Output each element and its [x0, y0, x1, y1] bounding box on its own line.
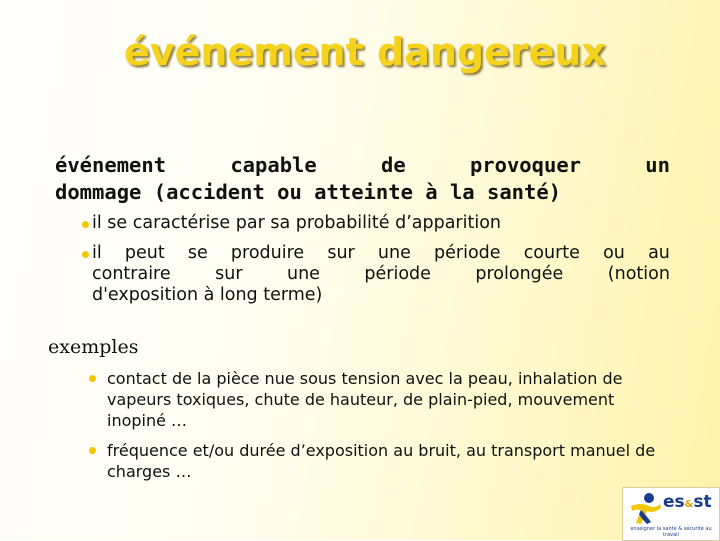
- bullet-dot-icon: [82, 221, 89, 228]
- bullet-word: période: [364, 264, 431, 284]
- example-item: [107, 368, 667, 431]
- bullet-word: peut: [124, 243, 165, 263]
- logo-wordmark-part: st: [693, 492, 712, 512]
- definition-word: de: [381, 153, 406, 177]
- definition: [55, 152, 670, 206]
- example-text: contact de la pièce nue sous tension avec la peau, inhalation de vapeurs toxiques, chute de hauteur, de plain-pied, mouvement inopiné …: [107, 369, 623, 430]
- definition-word: provoquer: [469, 153, 582, 177]
- definition-word: capable: [230, 153, 317, 177]
- bullet-word: sur: [215, 264, 243, 284]
- bullet-word: produire: [230, 243, 305, 263]
- bullet-word: au: [648, 243, 670, 263]
- bullet-dot-icon: [89, 375, 96, 382]
- bullet-word: se: [187, 243, 208, 263]
- bullet-word: prolongée: [475, 264, 564, 284]
- bullet-dot-icon: [89, 447, 96, 454]
- bullet-line: [92, 264, 670, 285]
- logo-wordmark-part: es: [663, 492, 685, 512]
- examples-heading: exemples: [48, 336, 139, 358]
- logo-tagline: enseigner la santé & sécurité au travail: [630, 526, 712, 538]
- definition-word: événement: [55, 153, 167, 177]
- bullet-word: une: [286, 264, 320, 284]
- bullet-item: [92, 213, 670, 234]
- person-figure-icon: [627, 492, 663, 526]
- bullet-word: contraire: [92, 264, 171, 284]
- example-text: fréquence et/ou durée d’exposition au bruit, au transport manuel de charges …: [107, 441, 656, 481]
- bullet-item: [92, 243, 670, 306]
- bullet-dot-icon: [82, 251, 89, 258]
- bullet-line: [92, 243, 670, 264]
- definition-line-2: dommage (accident ou atteinte à la santé): [55, 180, 562, 204]
- bullet-word: une: [377, 243, 411, 263]
- example-item: [107, 440, 667, 482]
- bullet-word: ou: [603, 243, 625, 263]
- bullet-word: il: [92, 243, 102, 263]
- logo-wordmark-amp: &: [684, 499, 694, 510]
- logo-wordmark: [663, 492, 712, 512]
- slide-title: événement dangereux: [124, 30, 606, 74]
- bullet-line: d'exposition à long terme): [92, 285, 323, 305]
- bullet-text: il se caractérise par sa probabilité d’apparition: [92, 213, 502, 233]
- definition-line-1: [55, 152, 670, 179]
- bullet-word: sur: [327, 243, 355, 263]
- essst-logo: [622, 487, 720, 541]
- bullet-word: (notion: [607, 264, 670, 284]
- definition-word: un: [645, 153, 670, 177]
- bullet-word: période: [434, 243, 501, 263]
- bullet-word: courte: [523, 243, 580, 263]
